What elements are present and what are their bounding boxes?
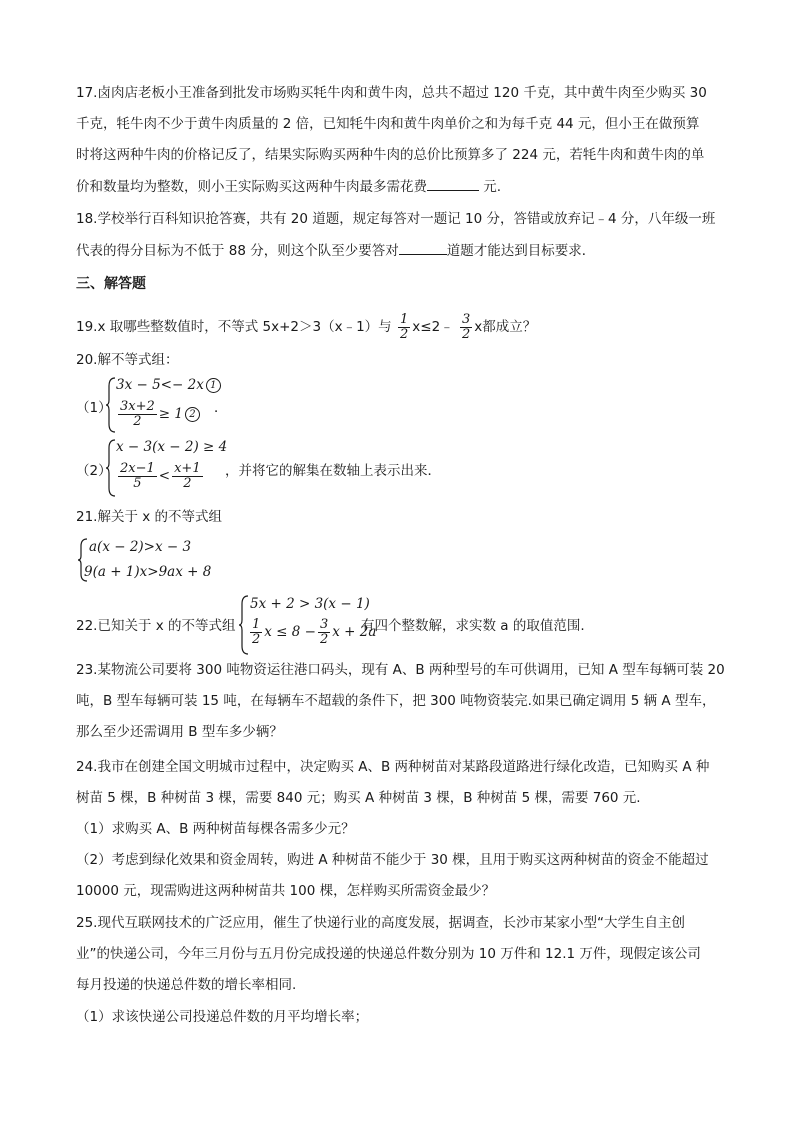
q20-part1-eq2-rhs: ≥ 1 [158, 406, 183, 422]
q18-line-1: 18.学校举行百科知识抢答赛，共有 20 道题，规定每答对一题记 10 分，答错或放弃记﹣4 分，八年级一班 [76, 211, 716, 227]
q20-part2-label: （2） [76, 463, 112, 479]
q20-part1-fraction [118, 400, 157, 429]
q18-line-2 [76, 240, 595, 261]
q20-part2-eq2: $\frac{2x-1}{5}$ < $\frac{x+1}{2}$ [120, 461, 201, 491]
fraction-denominator: 2 [183, 476, 192, 491]
q24-line-2: 树苗 5 棵，B 种树苗 3 棵，需要 840 元；购买 A 种树苗 3 棵，B 种树苗 5 棵，需要 760 元. [76, 790, 641, 806]
q20-part1-end: ． [214, 400, 228, 416]
q19-line [76, 312, 536, 342]
q21-title: 21.解关于 x 的不等式组 [76, 509, 223, 525]
q24-line-1: 24.我市在创建全国文明城市过程中，决定购买 A、B 两种树苗对某路段道路进行绿化改造，已知购买 A 种 [76, 759, 710, 775]
q25-part-1: （1）求该快递公司投递总件数的月平均增长率； [76, 1009, 369, 1025]
q25-line-3: 每月投递的快递总件数的增长率相同. [76, 977, 297, 993]
fraction-numerator: 3x+2 [120, 399, 155, 414]
fraction-numerator: 3 [319, 617, 329, 632]
circled-number-1: 1 [206, 378, 221, 393]
q22-eq2-part-a: x ≤ 8 − [264, 624, 316, 640]
q25-line-1: 25.现代互联网技术的广泛应用，催生了快递行业的高度发展，据调查，长沙市某家小型“大学生自主创 [76, 915, 685, 931]
circled-number-2: 2 [185, 407, 200, 422]
fraction-denominator: 5 [133, 476, 142, 491]
fraction-numerator: 3 [461, 311, 471, 327]
q22-fraction-three-halves [318, 618, 330, 647]
q25-line-2: 业”的快递公司，今年三月份与五月份完成投递的快递总件数分别为 10 万件和 12.1 万件，现假定该公司 [76, 946, 701, 962]
q17-line-4-text: 价和数量均为整数，则小王实际购买这两种牛肉最多需花费 [76, 179, 427, 195]
q22-eq2-part-b: x + 2a [332, 624, 377, 640]
q19-fraction-three-halves [460, 313, 472, 342]
q19-prefix: 19.x 取哪些整数值时，不等式 5x+2＞3（x﹣1）与 [76, 319, 392, 335]
q20-part2-eq1: x − 3(x − 2) ≥ 4 [116, 439, 228, 455]
q17-line-3: 时将这两种牛肉的价格记反了，结果实际购买两种牛肉的总价比预算多了 224 元，若牦牛肉和黄牛肉的单 [76, 147, 705, 163]
q17-answer-blank [427, 176, 479, 191]
fraction-denominator: 2 [461, 326, 471, 342]
q20-part1-label: （1） [76, 400, 112, 416]
q20-title: 20.解不等式组： [76, 352, 179, 368]
q24-part-2-line-2: 10000 元，现需购进这两种树苗共 100 棵，怎样购买所需资金最少？ [76, 883, 496, 899]
fraction-numerator: 1 [399, 311, 409, 327]
q17-unit: 元. [479, 179, 502, 195]
fraction-denominator: 2 [252, 632, 261, 647]
fraction-denominator: 2 [399, 326, 409, 342]
q19-suffix: x都成立？ [474, 319, 537, 335]
q18-line-2-text: 代表的得分目标为不低于 88 分，则这个队至少要答对 [76, 243, 399, 259]
q18-answer-blank [399, 240, 447, 255]
q22-eq1: 5x + 2 > 3(x − 1) [250, 596, 370, 612]
q20-part1-eq2 [116, 400, 200, 429]
q19-middle: x≤2﹣ [412, 319, 454, 335]
q23-line-3: 那么至少还需调用 B 型车多少辆？ [76, 724, 283, 740]
q17-line-1: 17.卤肉店老板小王准备到批发市场购买牦牛肉和黄牛肉，总共不超过 120 千克，其中黄牛肉至少购买 30 [76, 85, 707, 101]
q24-part-1: （1）求购买 A、B 两种树苗每棵各需多少元？ [76, 821, 355, 837]
fraction-numerator: x+1 [174, 461, 201, 476]
q17-line-2: 千克，牦牛肉不少于黄牛肉质量的 2 倍，已知牦牛肉和黄牛肉单价之和为每千克 44 元，但小王在做预算 [76, 116, 700, 132]
q20-part2-end: ，并将它的解集在数轴上表示出来． [225, 463, 441, 479]
fraction-numerator: 2x−1 [120, 461, 155, 476]
fraction-numerator: 1 [252, 617, 261, 632]
q22-eq2 [248, 618, 376, 647]
fraction-denominator: 2 [133, 414, 142, 429]
fraction-denominator: 2 [319, 632, 329, 647]
q19-fraction-half [398, 313, 410, 342]
q20-part1-eq1-text: 3x − 5<− 2x [116, 377, 204, 393]
q23-line-2: 吨，B 型车每辆可装 15 吨，在每辆车不超载的条件下，把 300 吨物资装完.如果已确定调用 5 辆 A 型车， [76, 693, 716, 709]
q22-fraction-half [250, 618, 262, 647]
q18-line-2-end: 道题才能达到目标要求． [446, 243, 596, 259]
q22-prefix: 22.已知关于 x 的不等式组 [76, 618, 236, 634]
q22-suffix: 有四个整数解，求实数 a 的取值范围. [361, 618, 585, 634]
q20-part2-fraction-right [172, 462, 203, 491]
q21-eq2: 9(a + 1)x>9ax + 8 [84, 564, 212, 580]
q17-line-4 [76, 176, 501, 197]
q23-line-1: 23.某物流公司要将 300 吨物资运往港口码头，现有 A、B 两种型号的车可供调用，已知 A 型车每辆可装 20 [76, 662, 725, 678]
q20-part2-fraction-left [118, 462, 157, 491]
q24-part-2-line-1: （2）考虑到绿化效果和资金周转，购进 A 种树苗不能少于 30 棵，且用于购买这两种树苗的资金不能超过 [76, 852, 709, 868]
q21-eq1: a(x − 2)>x − 3 [89, 539, 192, 555]
section-heading: 三、解答题 [76, 276, 146, 292]
q20-part1-eq1 [116, 377, 221, 393]
